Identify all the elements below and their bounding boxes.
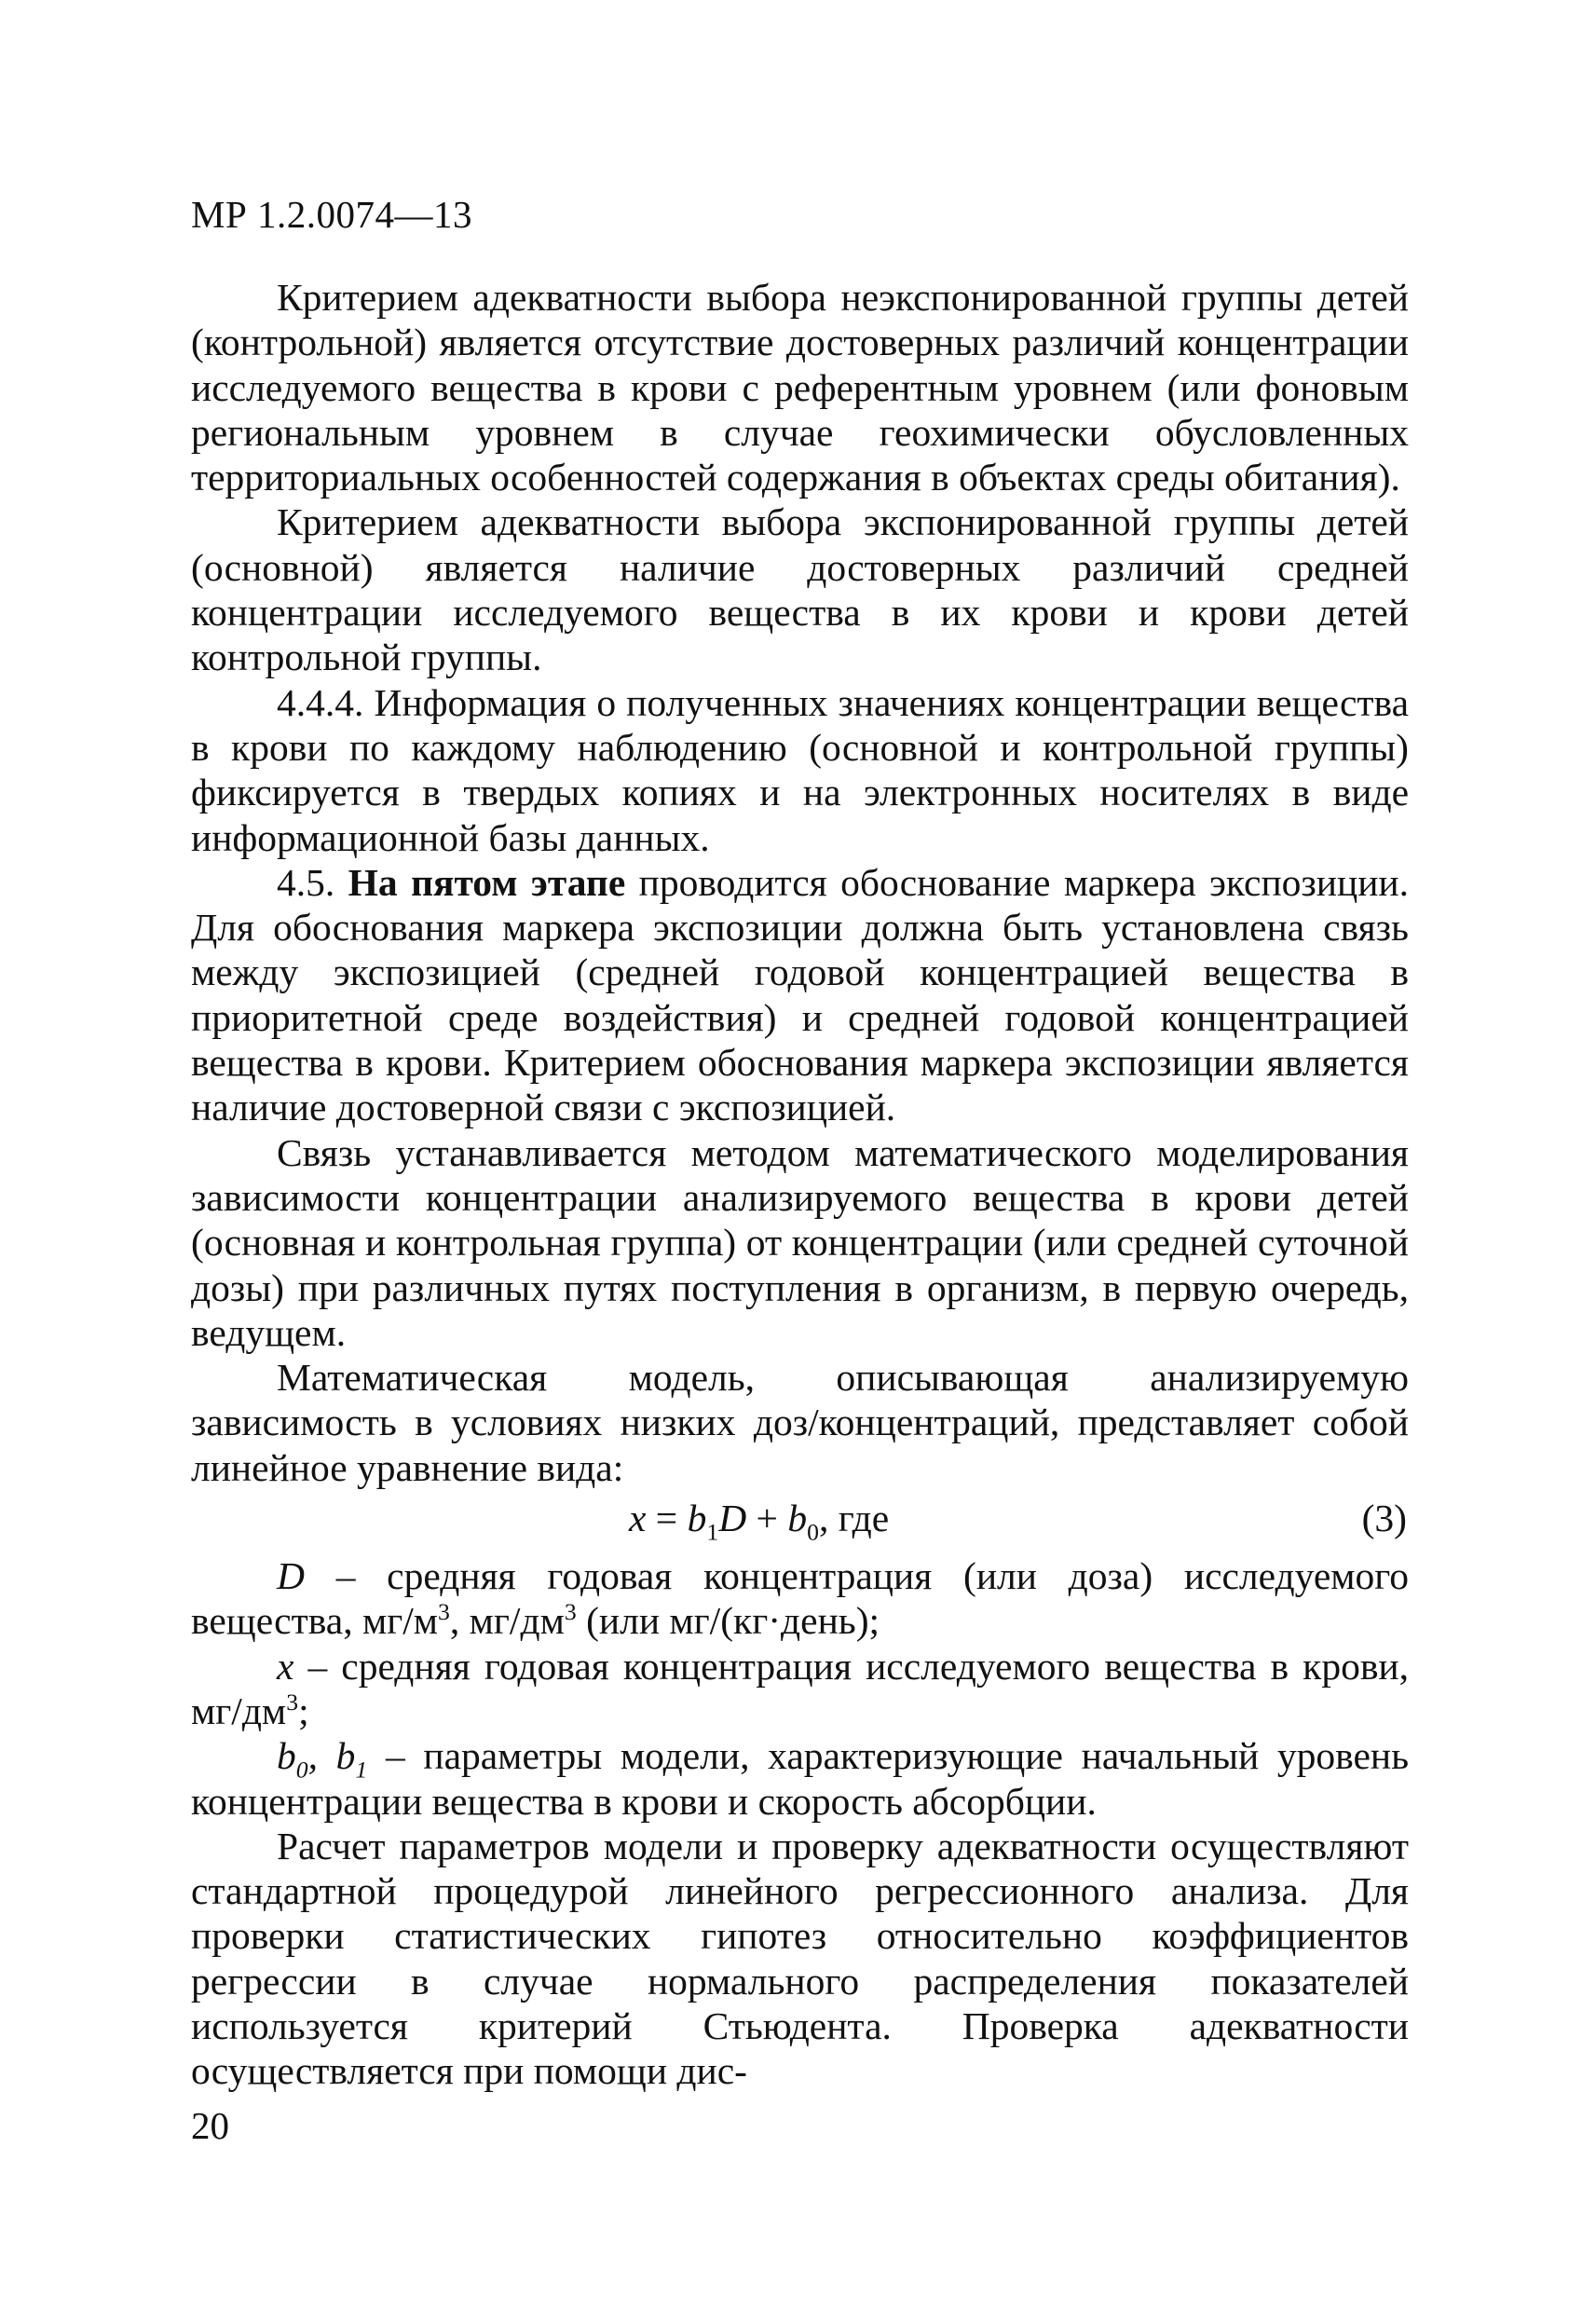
definition-x-symbol: x [277, 1644, 294, 1688]
paragraph-4-4-4: 4.4.4. Информация о полученных значениях концентрации вещества в крови по каждому наблюдению (основной и контрольной группы) фиксируется в твердых копиях и на электронных носителях в виде информационной базы данных. [191, 680, 1409, 859]
formula-where: , где [818, 1497, 890, 1540]
subscript: 1 [355, 1756, 368, 1784]
stage-heading: На пятом этапе [348, 860, 626, 904]
definition-b1-symbol: b [335, 1734, 356, 1778]
formula-number: (3) [1361, 1497, 1407, 1540]
paragraph-exposed-group-criterion: Критерием адекватности выбора экспонированной группы детей (основной) является наличие достоверных различий средней концентрации исследуемого вещества в их крови и крови детей контрольной группы. [191, 500, 1409, 679]
superscript: 3 [438, 1598, 450, 1626]
definition-b0-b1 [191, 1733, 1409, 1824]
formula-b0-subscript: 0 [807, 1518, 819, 1546]
superscript: 3 [286, 1689, 299, 1716]
definition-b-text: – параметры модели, характеризующие начальный уровень концентрации вещества в крови и скорость абсорбции. [191, 1734, 1410, 1823]
formula-x: x [629, 1497, 647, 1540]
definition-comma: , [307, 1734, 336, 1778]
definition-d-text: – средняя годовая концентрация (или доза) исследуемого вещества, мг/м [191, 1554, 1409, 1643]
definition-x [191, 1644, 1409, 1734]
formula-b0: b [787, 1497, 808, 1540]
paragraph-4-5 [191, 860, 1409, 1130]
formula-line [191, 1492, 1409, 1548]
definition-d-symbol: D [277, 1554, 305, 1598]
formula-b1: b [687, 1497, 707, 1540]
definition-d-text-unit: , мг/дм [449, 1599, 565, 1643]
definition-x-end: ; [298, 1689, 309, 1732]
formula-equals: = [646, 1497, 688, 1540]
paragraph-modeling-method: Связь устанавливается методом математического моделирования зависимости концентрации анализируемого вещества в крови детей (основная и контрольная группа) от концентрации (или средней суточной дозы) при различных путях поступления в организм, в первую очередь, ведущем. [191, 1130, 1409, 1354]
document-code-header: МР 1.2.0074—13 [191, 193, 473, 236]
paragraph-control-group-criterion: Критерием адекватности выбора неэкспонированной группы детей (контрольной) является отсутствие достоверных различий концентрации исследуемого вещества в крови с референтным уровнем (или фоновым региональным уровнем в случае геохимически обусловленных территориальных особенностей содержания в объектах среды обитания). [191, 276, 1409, 499]
paragraph-model-description: Математическая модель, описывающая анализируемую зависимость в условиях низких доз/концентраций, представляет собой линейное уравнение вида: [191, 1356, 1409, 1489]
paragraph-regression-analysis: Расчет параметров модели и проверку адекватности осуществляют стандартной процедурой линейного регрессионного анализа. Для проверки статистических гипотез относительно коэффициентов регрессии в случае нормального распределения показателей используется критерий Стьюдента. Проверка адекватности осуществляется при помощи дис- [191, 1824, 1409, 2093]
definition-d [191, 1553, 1409, 1644]
definition-x-text: – средняя годовая концентрация исследуемого вещества в крови, мг/дм [191, 1644, 1409, 1732]
paragraph-4-5-text: проводится обоснование маркера экспозиции. Для обоснования маркера экспозиции должна быть установлена связь между экспозицией (средней годовой концентрацией вещества в приоритетной среде воздействия) и средней годовой концентрацией вещества в крови. Критерием обоснования маркера экспозиции является наличие достоверной связи с экспозицией. [191, 860, 1410, 1129]
definition-d-text-dose: (или мг/(кг·день); [576, 1599, 880, 1643]
formula-d: D [718, 1497, 747, 1540]
superscript: 3 [564, 1598, 577, 1626]
section-number: 4.5. [277, 860, 348, 904]
document-body [191, 275, 1409, 2094]
linear-equation [629, 1496, 890, 1546]
definition-b0-symbol: b [277, 1734, 296, 1778]
subscript: 0 [295, 1756, 308, 1784]
formula-b1-subscript: 1 [706, 1518, 719, 1546]
formula-plus: + [746, 1497, 788, 1540]
page-number: 20 [191, 2104, 229, 2147]
